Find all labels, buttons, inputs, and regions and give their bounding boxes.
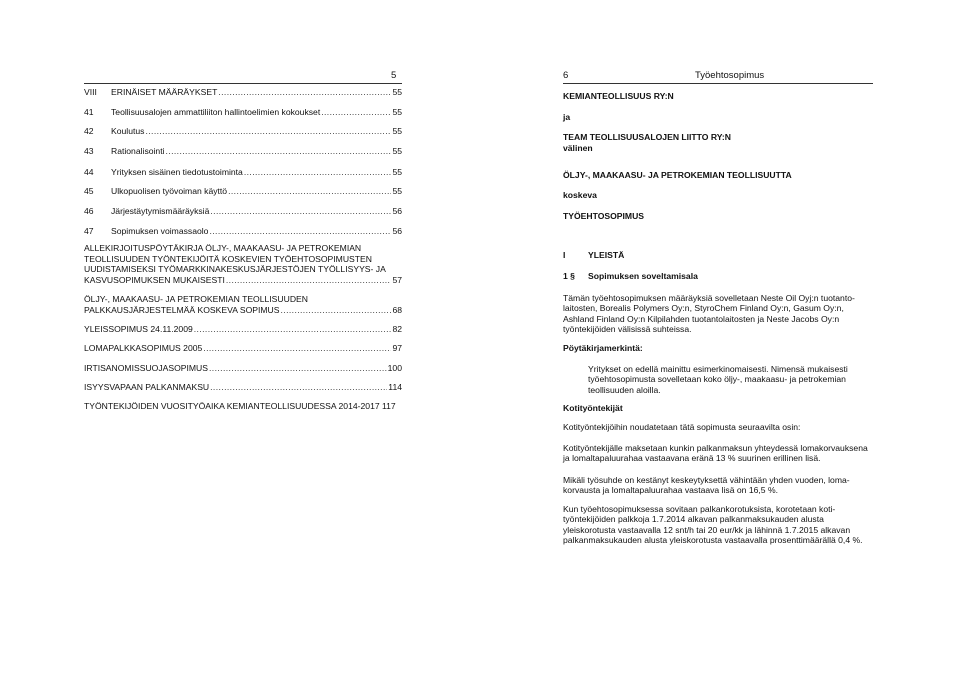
toc-row[interactable] <box>84 226 402 238</box>
header-rule-right <box>563 83 873 84</box>
toc-number: 42 <box>84 126 94 136</box>
toc-page-number: 100 <box>387 363 402 373</box>
text-line: Ashland Finland Oy:n Kilpilahden tuotantolaitosten ja Neste Jacobs Oy:n <box>563 313 840 324</box>
text-line: Kun työehtosopimuksessa sovitaan palkankorotuksista, korotetaan koti- <box>563 504 836 514</box>
toc-title: YLEISSOPIMUS 24.11.2009 <box>84 324 193 334</box>
chapter-heading <box>563 250 873 260</box>
document-title: TYÖEHTOSOPIMUS <box>563 211 645 221</box>
dot-leader <box>194 324 392 334</box>
dot-leader <box>226 275 392 285</box>
page-number-left: 5 <box>391 70 397 81</box>
dot-leader <box>228 186 391 196</box>
toc-row[interactable] <box>84 206 402 218</box>
toc-block-last-line <box>84 363 402 374</box>
toc-page-number: 55 <box>392 87 402 97</box>
text-line: Kotityöntekijöihin noudatetaan tätä sopimusta seuraavilta osin: <box>563 422 801 432</box>
toc-title: ISYYSVAPAAN PALKANMAKSU <box>84 382 210 392</box>
text-line: Kotityöntekijälle maksetaan kunkin palkanmaksun yhteydessä lomakorvauksena <box>563 443 868 453</box>
dot-leader <box>203 343 391 353</box>
toc-title: Koulutus <box>111 126 145 136</box>
toc-page-number: 55 <box>392 126 402 136</box>
toc-number: 44 <box>84 167 94 177</box>
toc-title: PALKKAUSJÄRJESTELMÄÄ KOSKEVA SOPIMUS <box>84 304 280 315</box>
paragraph-home-workers <box>563 422 873 432</box>
toc-number: 47 <box>84 226 94 236</box>
minutes-label: Pöytäkirjamerkintä: <box>563 343 643 353</box>
toc-row[interactable] <box>84 87 402 99</box>
toc-block-last-line <box>84 275 402 286</box>
toc-block-entry[interactable] <box>84 324 402 335</box>
toc-title: Sopimuksen voimassaolo <box>111 226 209 236</box>
toc-page-number: 114 <box>388 382 402 392</box>
toc-title: Yrityksen sisäinen tiedotustoiminta <box>111 167 243 177</box>
toc-block-entry[interactable] <box>84 363 402 374</box>
text-line: työntekijöiden palkkoja 1.7.2014 alkavan palkanmaksukauden alusta <box>563 514 824 525</box>
industry-title: ÖLJY-, MAAKAASU- JA PETROKEMIAN TEOLLISUUTTA <box>563 170 792 180</box>
toc-block-last-line <box>84 382 402 393</box>
left-page <box>84 0 402 674</box>
toc-page-number: 57 <box>392 274 402 285</box>
dot-leader <box>210 206 391 216</box>
paragraph-holiday-pay <box>563 443 873 464</box>
toc-title: KASVUSOPIMUKSEN MUKAISESTI <box>84 274 225 285</box>
section-heading <box>563 271 873 281</box>
toc-block-last-line <box>84 343 402 354</box>
toc-page-number: 97 <box>392 343 402 353</box>
toc-title: Ulkopuolisen työvoiman käyttö <box>111 186 228 196</box>
text-line: työntekijöiden välisissä suhteissa. <box>563 324 692 335</box>
toc-page-number: 68 <box>392 304 402 315</box>
toc-page-number: 82 <box>392 324 402 334</box>
paragraph-holiday-pay-long <box>563 475 873 496</box>
dot-leader <box>145 126 391 136</box>
toc-number: 46 <box>84 206 94 216</box>
dot-leader <box>321 107 391 117</box>
party-1: KEMIANTEOLLISUUS RY:N <box>563 91 674 101</box>
concerning-label: koskeva <box>563 190 597 200</box>
toc-number: 45 <box>84 186 94 196</box>
toc-page-number: 56 <box>392 226 402 236</box>
toc-page-number: 55 <box>392 146 402 156</box>
toc-row[interactable] <box>84 126 402 138</box>
dot-leader <box>166 146 392 156</box>
minutes-text <box>588 364 873 395</box>
toc-title: Järjestäytymismääräyksiä <box>111 206 210 216</box>
dot-leader <box>210 382 387 392</box>
toc-row[interactable] <box>84 167 402 179</box>
toc-page-number: 55 <box>392 186 402 196</box>
toc-block-line: ALLEKIRJOITUSPÖYTÄKIRJA ÖLJY-, MAAKAASU- JA PETROKEMIAN <box>84 243 362 253</box>
paragraph-scope <box>563 293 873 335</box>
party-2: TEAM TEOLLISUUSALOJEN LIITTO RY:N <box>563 132 731 142</box>
toc-row[interactable] <box>84 186 402 198</box>
toc-row[interactable] <box>84 146 402 158</box>
chapter-number: I <box>563 250 566 260</box>
running-header-title: Työehtosopimus <box>695 70 765 81</box>
dot-leader <box>281 305 392 315</box>
dot-leader <box>244 167 392 177</box>
toc-final-entry[interactable]: TYÖNTEKIJÖIDEN VUOSITYÖAIKA KEMIANTEOLLISUUDESSA 2014-2017 117 <box>84 401 396 411</box>
toc-row[interactable] <box>84 107 402 119</box>
home-workers-heading: Kotityöntekijät <box>563 403 623 413</box>
text-line: laitosten, Borealis Polymers Oy:n, StyroChem Finland Oy:n, Gasum Oy:n, <box>563 303 844 314</box>
toc-block-last-line <box>84 305 402 316</box>
toc-title: ERINÄISET MÄÄRÄYKSET <box>111 87 218 97</box>
toc-page-number: 56 <box>392 206 402 216</box>
text-line: työehtosopimusta sovelletaan koko öljy-, maakaasu- ja petrokemian <box>588 374 846 385</box>
toc-page-number: 55 <box>392 167 402 177</box>
text-line: Tämän työehtosopimuksen määräyksiä sovelletaan Neste Oil Oyj:n tuotanto- <box>563 293 855 303</box>
chapter-title: YLEISTÄ <box>588 250 625 260</box>
toc-number: VIII <box>84 87 97 97</box>
text-line: palkanmaksukauden alusta yleiskorotusta vastaavalla prosenttimäärällä 0,4 %. <box>563 535 863 546</box>
paragraph-pay-raises <box>563 504 873 546</box>
between-label: välinen <box>563 143 593 153</box>
text-line: korvausta ja lomaltapaluurahaa vastaava lisä on 16,5 %. <box>563 485 778 496</box>
dot-leader <box>209 363 387 373</box>
header-rule-left <box>84 83 402 84</box>
section-title: Sopimuksen soveltamisala <box>588 271 698 281</box>
toc-block-entry[interactable] <box>84 343 402 354</box>
toc-block-line: TEOLLISUUDEN TYÖNTEKIJÖITÄ KOSKEVIEN TYÖEHTOSOPIMUSTEN <box>84 253 372 264</box>
toc-block-entry[interactable] <box>84 243 402 286</box>
toc-title: Rationalisointi <box>111 146 165 156</box>
page-number-right: 6 <box>563 70 569 81</box>
conjunction-ja: ja <box>563 112 571 122</box>
toc-number: 41 <box>84 107 94 117</box>
toc-block-line: UUDISTAMISEKSI TYÖMARKKINAKESKUSJÄRJESTÖJEN TYÖLLISYYS- JA <box>84 264 386 274</box>
dot-leader <box>209 226 391 236</box>
right-page <box>563 0 873 674</box>
text-line: Yritykset on edellä mainittu esimerkinomaisesti. Nimensä mukaisesti <box>588 364 848 374</box>
toc-title: IRTISANOMISSUOJASOPIMUS <box>84 363 208 373</box>
text-line: yleiskorotusta vastaavalla 12 snt/h tai 20 eur/kk ja lähinnä 1.7.2015 alkavan <box>563 524 851 535</box>
toc-title: Teollisuusalojen ammattiliiton hallintoelimien kokoukset <box>111 107 321 117</box>
text-line: teollisuuden aloilla. <box>588 384 661 395</box>
text-line: ja lomaltapaluurahaa vastaavana eränä 13 % suurinen erillinen lisä. <box>563 453 821 464</box>
toc-block-last-line <box>84 324 402 335</box>
toc-block-line: ÖLJY-, MAAKAASU- JA PETROKEMIAN TEOLLISUUDEN <box>84 294 308 304</box>
text-line: Mikäli työsuhde on kestänyt keskeytyksettä vähintään yhden vuoden, loma- <box>563 475 850 485</box>
toc-number: 43 <box>84 146 94 156</box>
toc-page-number: 55 <box>392 107 402 117</box>
toc-title: LOMAPALKKASOPIMUS 2005 <box>84 343 203 353</box>
toc-block-entry[interactable] <box>84 382 402 393</box>
dot-leader <box>218 87 391 97</box>
section-number: 1 § <box>563 271 575 281</box>
toc-block-entry[interactable] <box>84 294 402 316</box>
